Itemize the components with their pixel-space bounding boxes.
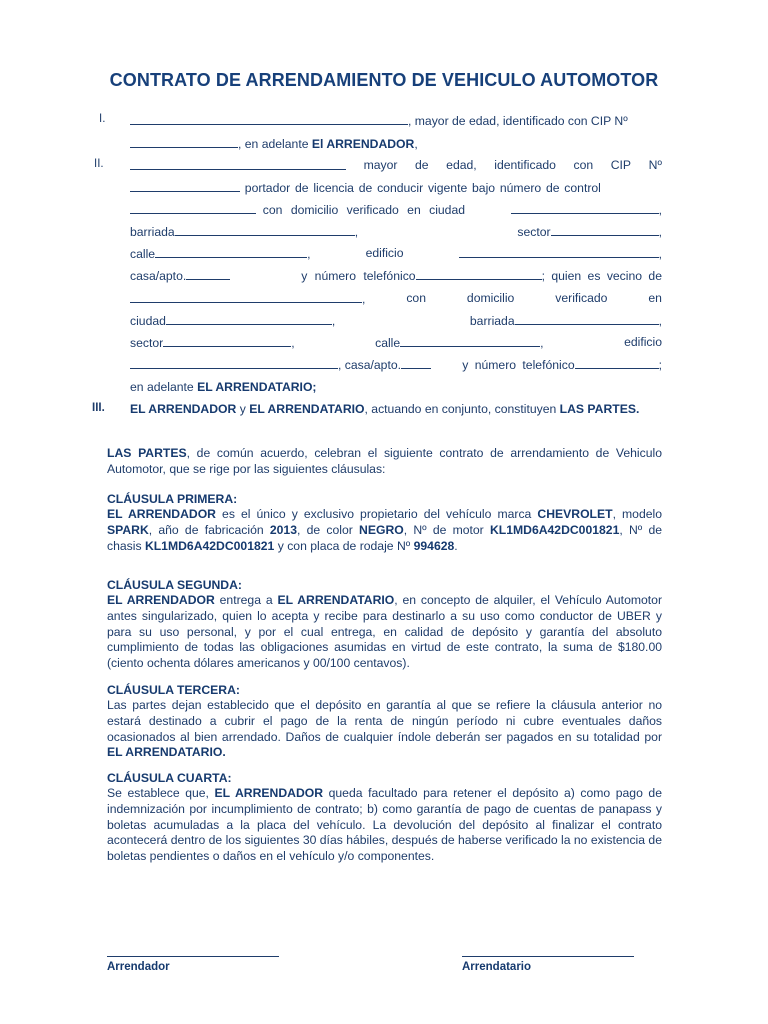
text: barriada: [130, 225, 175, 239]
text: es el único y exclusivo propietario del vehículo marca: [215, 507, 538, 521]
text: en: [648, 291, 662, 305]
text: calle: [130, 247, 156, 261]
clause-2-text: [107, 593, 662, 672]
blank-edificio-2[interactable]: [130, 357, 338, 369]
text: con domicilio verificado en ciudad: [262, 203, 466, 217]
blank-arrendador-name[interactable]: [130, 113, 408, 125]
blank-sector-2[interactable]: [163, 335, 291, 347]
text: identificado: [494, 158, 556, 172]
chassis-number: KL1MD6A42DC001821: [144, 538, 275, 553]
arrendatario-label: EL ARRENDATARIO: [277, 593, 395, 607]
clause-1-heading: CLÁUSULA PRIMERA:: [107, 492, 238, 506]
text: ,: [291, 336, 295, 350]
blank-arrendatario-cip[interactable]: [130, 180, 240, 192]
text: edificio: [624, 335, 662, 349]
clause-2-heading: CLÁUSULA SEGUNDA:: [107, 578, 242, 592]
blank-arrendatario-name[interactable]: [130, 158, 346, 170]
text: , en adelante: [238, 137, 312, 151]
blank-telefono-2[interactable]: [575, 357, 659, 369]
text: y con placa de rodaje Nº: [274, 538, 414, 553]
section-2-line-8: [130, 313, 662, 328]
section-2-line-4: [130, 224, 662, 239]
text: de: [415, 158, 429, 172]
section-number-2: II.: [94, 158, 104, 170]
blank-license-control[interactable]: [130, 202, 256, 214]
text: casa/apto.: [130, 269, 187, 283]
text: ,: [658, 225, 662, 239]
clause-4-text: [107, 786, 662, 865]
blank-telefono-1[interactable]: [416, 268, 542, 280]
vehicle-color: NEGRO: [359, 522, 404, 537]
text: CIP: [610, 158, 632, 172]
blank-edificio-1[interactable]: [459, 246, 659, 258]
text: ,: [540, 336, 544, 350]
partes-label: PARTES.: [587, 402, 640, 416]
section-2-line-5: [130, 246, 662, 261]
text: queda facultado para retener el depósito a) como pago de indemnización por incumplimiento de contrato; b) como garantía de pago de cuentas de panapass y boletas acumuladas a la placa del vehículo. La devolución del depósito al finalizar el contrato acontecerá dentro de los siguientes 30 días hábiles, después de haberse verificado la no existencia de boletas pendientes o daños en el vehículo y/o componentes.: [107, 786, 662, 864]
text: edad,: [446, 158, 477, 172]
text: y: [236, 402, 250, 416]
blank-calle-2[interactable]: [400, 335, 540, 347]
arrendador-label: EL ARRENDADOR: [107, 507, 216, 521]
section-number-3: III.: [92, 402, 105, 414]
text: ,: [658, 314, 662, 328]
section-3-text: [130, 402, 662, 417]
text: ; quien es vecino de: [541, 269, 662, 283]
text: ciudad: [130, 314, 166, 328]
arrendador-label: EL ARRENDADOR: [214, 786, 324, 800]
text: entrega a: [214, 593, 278, 607]
text: , casa/apto.: [338, 358, 402, 372]
text: Nº: [648, 158, 662, 172]
section-2-line-9: [130, 335, 662, 350]
text: edificio: [365, 246, 404, 260]
blank-sector-1[interactable]: [551, 224, 659, 236]
text: , de color: [297, 522, 360, 537]
arrendador-label: EL ARRENDADOR: [107, 593, 215, 607]
text: , año de fabricación: [148, 522, 270, 537]
vehicle-model: SPARK: [107, 522, 149, 537]
blank-casa-apto-1[interactable]: [186, 268, 230, 280]
blank-calle-1[interactable]: [155, 246, 307, 258]
section-2-line-6: [130, 268, 662, 283]
contract-title: CONTRATO DE ARRENDAMIENTO DE VEHICULO AUTOMOTOR: [109, 70, 659, 90]
blank-barriada-2[interactable]: [515, 313, 659, 325]
text: calle: [375, 336, 401, 350]
clause-1-text: [107, 507, 662, 554]
text: barriada: [469, 314, 515, 328]
section-number-1: I.: [99, 113, 106, 125]
blank-barriada-1[interactable]: [175, 224, 355, 236]
signature-line-arrendador[interactable]: [107, 956, 279, 957]
blank-city-1[interactable]: [511, 202, 659, 214]
las-partes-label: LAS PARTES: [107, 446, 187, 460]
text: ,: [331, 314, 336, 328]
clause-3-text: [107, 698, 662, 761]
intro-paragraph: [107, 446, 662, 478]
section-2-line-1: [130, 158, 662, 172]
text: ,: [414, 137, 418, 151]
clause-3-heading: CLÁUSULA TERCERA:: [107, 683, 240, 697]
text: ;: [658, 358, 662, 372]
section-2-line-2: [130, 180, 662, 195]
section-1-line-2: [130, 136, 662, 151]
text: , en concepto de alquiler, el Vehículo Automotor antes singularizado, quien lo acepta y recibe para destinarlo a su uso como conductor de UBER y para su uso personal, y por el cual entrega, en calidad de depósito y garantía del absoluto cumplimiento de todas las obligaciones asumidas en virtud de este contrato, la suma de $180.00 (ciento ochenta dólares americanos y 00/100 centavos).: [107, 593, 663, 671]
text: verificado: [555, 291, 608, 305]
text: domicilio: [466, 291, 515, 305]
arrendador-label: EL ARRENDADOR: [130, 402, 237, 416]
text: ,: [307, 247, 311, 261]
blank-city-2[interactable]: [166, 313, 332, 325]
text: y número telefónico: [301, 269, 416, 283]
arrendatario-label: EL ARRENDATARIO: [249, 402, 365, 416]
text: y número telefónico: [462, 358, 575, 372]
signature-line-arrendatario[interactable]: [462, 956, 634, 957]
text: sector: [517, 225, 551, 239]
section-2-line-3: [130, 202, 662, 217]
text: mayor: [363, 158, 398, 172]
text: Las partes dejan establecido que el depósito en garantía al que se refiere la cláusula anterior no estará destinado a cubrir el pago de la renta de ningún período ni cubre eventuales daños ocasionados al bien arrendado. Daños de cualquier índole deberán ser pagados en su totalidad por: [107, 698, 662, 744]
vehicle-year: 2013: [269, 522, 297, 537]
plate-number: 994628: [413, 538, 455, 553]
text: con: [573, 158, 594, 172]
text: .: [454, 538, 458, 553]
arrendatario-label: EL ARRENDATARIO;: [197, 380, 317, 394]
text: , mayor de edad, identificado con CIP Nº: [408, 114, 628, 128]
section-2-line-11: [130, 380, 662, 394]
text: , de común acuerdo, celebran el siguiente contrato de arrendamiento de Vehiculo Automotor, que se rige por las siguientes cláusulas:: [107, 446, 662, 476]
section-1-line-1: [130, 113, 662, 128]
text: Se establece que,: [107, 786, 215, 800]
text: , Nº de chasis: [107, 522, 662, 553]
vehicle-brand: CHEVROLET: [537, 507, 613, 521]
arrendatario-label: EL ARRENDATARIO.: [107, 745, 226, 760]
blank-casa-apto-2[interactable]: [401, 357, 431, 369]
text: sector: [130, 336, 164, 350]
text: ,: [658, 247, 662, 261]
engine-number: KL1MD6A42DC001821: [489, 522, 620, 537]
text: ,: [354, 225, 359, 239]
text: , Nº de motor: [403, 522, 490, 537]
text: ,: [658, 203, 662, 217]
section-2-line-7: [130, 291, 662, 306]
text: , actuando en conjunto, constituyen: [364, 402, 560, 416]
text: en adelante: [130, 380, 198, 394]
las-partes-label: LAS: [559, 402, 585, 416]
arrendador-label: El ARRENDADOR: [311, 137, 415, 151]
text: , modelo: [612, 507, 662, 521]
blank-vecino-de[interactable]: [130, 291, 362, 303]
clause-4-heading: CLÁUSULA CUARTA:: [107, 771, 232, 785]
signature-label-arrendatario: Arrendatario: [462, 961, 532, 973]
text: portador de licencia de conducir vigente bajo número de control: [244, 181, 601, 195]
section-2-line-10: [130, 357, 662, 372]
blank-arrendador-cip[interactable]: [130, 136, 238, 148]
signature-label-arrendador: Arrendador: [107, 961, 170, 973]
text: ,: [362, 292, 366, 306]
text: con: [406, 291, 426, 305]
